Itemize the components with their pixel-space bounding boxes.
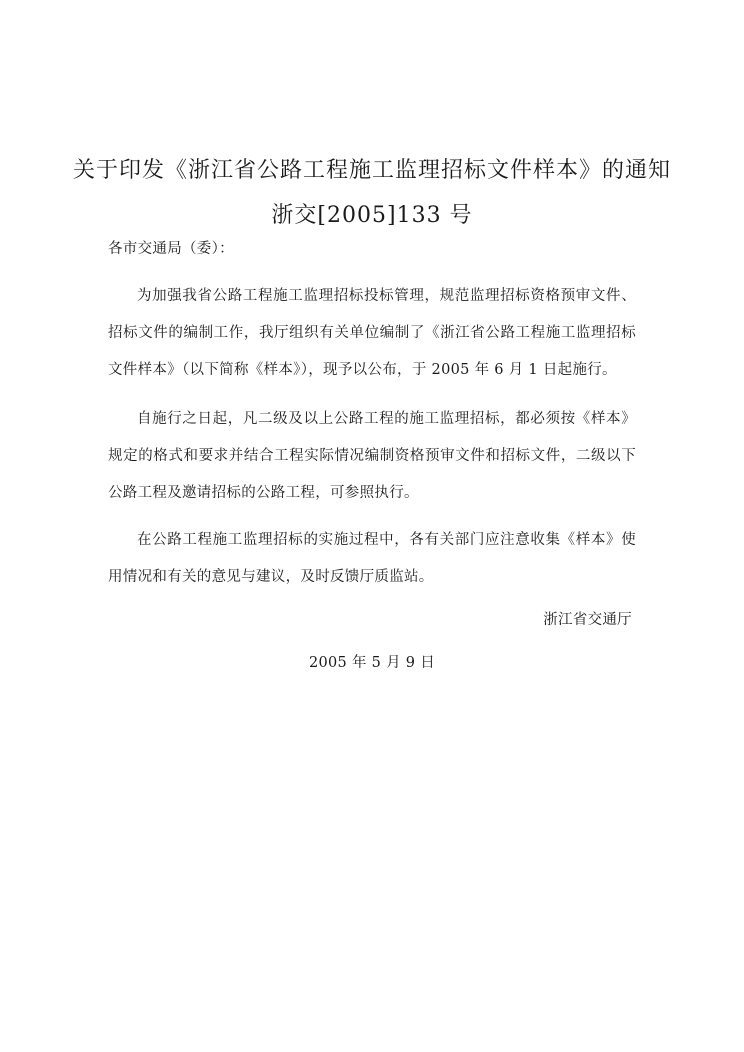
body-paragraph-1: 为加强我省公路工程施工监理招标投标管理，规范监理招标资格预审文件、招标文件的编制工作，我厅组织有关单位编制了《浙江省公路工程施工监理招标文件样本》（以下简称《样本》），现予以公布，于 2005 年 6 月 1 日起施行。 — [108, 288, 636, 378]
document-number: 浙交[2005]133 号 — [271, 203, 473, 228]
body-paragraph-2: 自施行之日起，凡二级及以上公路工程的施工监理招标，都必须按《样本》规定的格式和要求并结合工程实际情况编制资格预审文件和招标文件，二级以下公路工程及邀请招标的公路工程，可参照执行。 — [108, 411, 636, 501]
document-title: 关于印发《浙江省公路工程施工监理招标文件样本》的通知 — [72, 158, 671, 183]
issuer-signature: 浙江省交通厅 — [543, 612, 632, 628]
body-paragraph-3: 在公路工程施工监理招标的实施过程中，各有关部门应注意收集《样本》使用情况和有关的意见与建议，及时反馈厅质监站。 — [108, 532, 636, 585]
salutation: 各市交通局（委）： — [108, 241, 234, 257]
issue-date: 2005 年 5 月 9 日 — [308, 655, 436, 671]
